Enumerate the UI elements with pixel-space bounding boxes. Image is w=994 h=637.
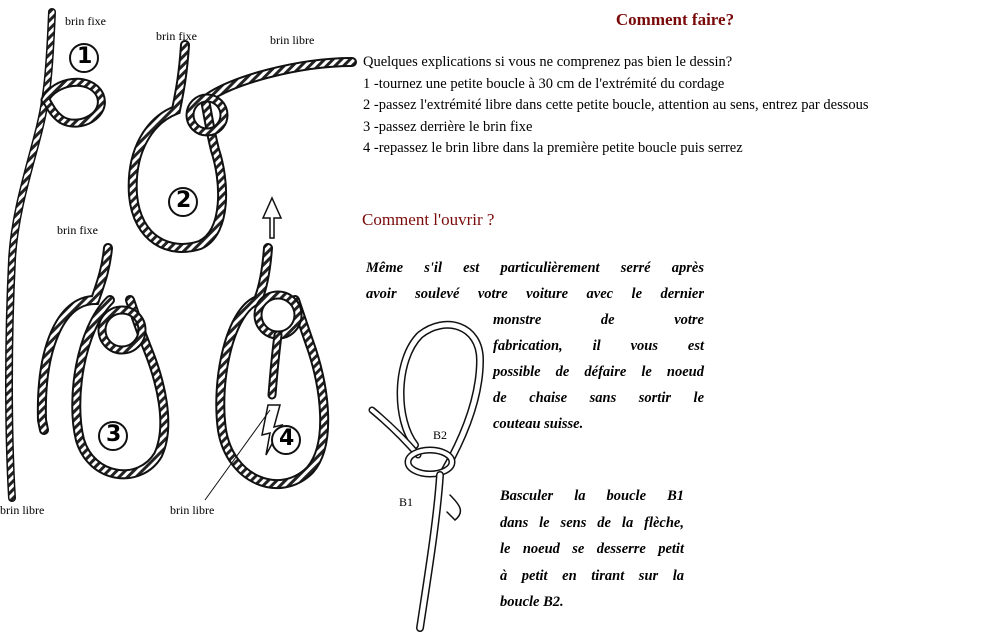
step-number-3: 3 — [106, 422, 122, 447]
label-b2: B2 — [433, 428, 448, 442]
step-number-4: 4 — [279, 426, 295, 451]
howto-line: Quelques explications si vous ne comprenez pas bien le dessin? — [363, 54, 733, 70]
label-brin-libre-4: brin libre — [170, 503, 215, 517]
howto-line: 2 -passez l'extrémité libre dans cette petite boucle, attention au sens, entrez par dessous — [363, 97, 869, 113]
open-line: avoir soulevé votre voiture avec le dernier — [366, 286, 704, 302]
open-paragraph-1-continued — [493, 307, 704, 437]
up-arrow-icon — [263, 198, 281, 238]
howto-instructions — [363, 52, 869, 160]
open-line: de chaise sans sortir le — [493, 390, 704, 406]
step-number-1: 1 — [77, 44, 93, 69]
howto-line: 3 -passez derrière le brin fixe — [363, 118, 533, 135]
step-2-rope — [133, 45, 352, 248]
open-line: à petit en tirant sur la — [500, 567, 684, 584]
label-brin-libre-3: brin libre — [0, 503, 45, 517]
open-paragraph-1 — [366, 255, 704, 307]
open-line: monstre de votre — [493, 312, 704, 328]
open-line: boucle B2. — [500, 594, 564, 610]
open-line: dans le sens de la flèche, — [500, 514, 684, 531]
howto-line: 4 -repassez le brin libre dans la première petite boucle puis serrez — [363, 140, 743, 156]
open-line: fabrication, il vous est — [493, 338, 704, 354]
open-title: Comment l'ouvrir ? — [362, 210, 495, 229]
open-line: possible de défaire le noeud — [493, 364, 704, 380]
bowline-drawing — [372, 325, 480, 628]
label-brin-fixe-2: brin fixe — [156, 29, 197, 43]
open-line: Basculer la boucle B1 — [500, 488, 684, 504]
label-b1: B1 — [399, 495, 414, 509]
open-line: le noeud se desserre petit — [500, 541, 684, 557]
step-4-rope — [220, 248, 324, 484]
label-brin-fixe-3: brin fixe — [57, 223, 98, 237]
label-brin-fixe-1: brin fixe — [65, 14, 106, 28]
open-line: couteau suisse. — [493, 416, 584, 432]
open-line: Même s'il est particulièrement serré après — [366, 260, 704, 276]
step-1-rope — [9, 12, 101, 498]
leader-line — [205, 410, 270, 500]
label-brin-libre-2: brin libre — [270, 33, 315, 47]
howto-title: Comment faire? — [615, 10, 735, 29]
open-paragraph-2 — [500, 483, 684, 616]
step-number-2: 2 — [176, 188, 192, 213]
howto-line: 1 -tournez une petite boucle à 30 cm de l'extrémité du cordage — [363, 75, 725, 92]
